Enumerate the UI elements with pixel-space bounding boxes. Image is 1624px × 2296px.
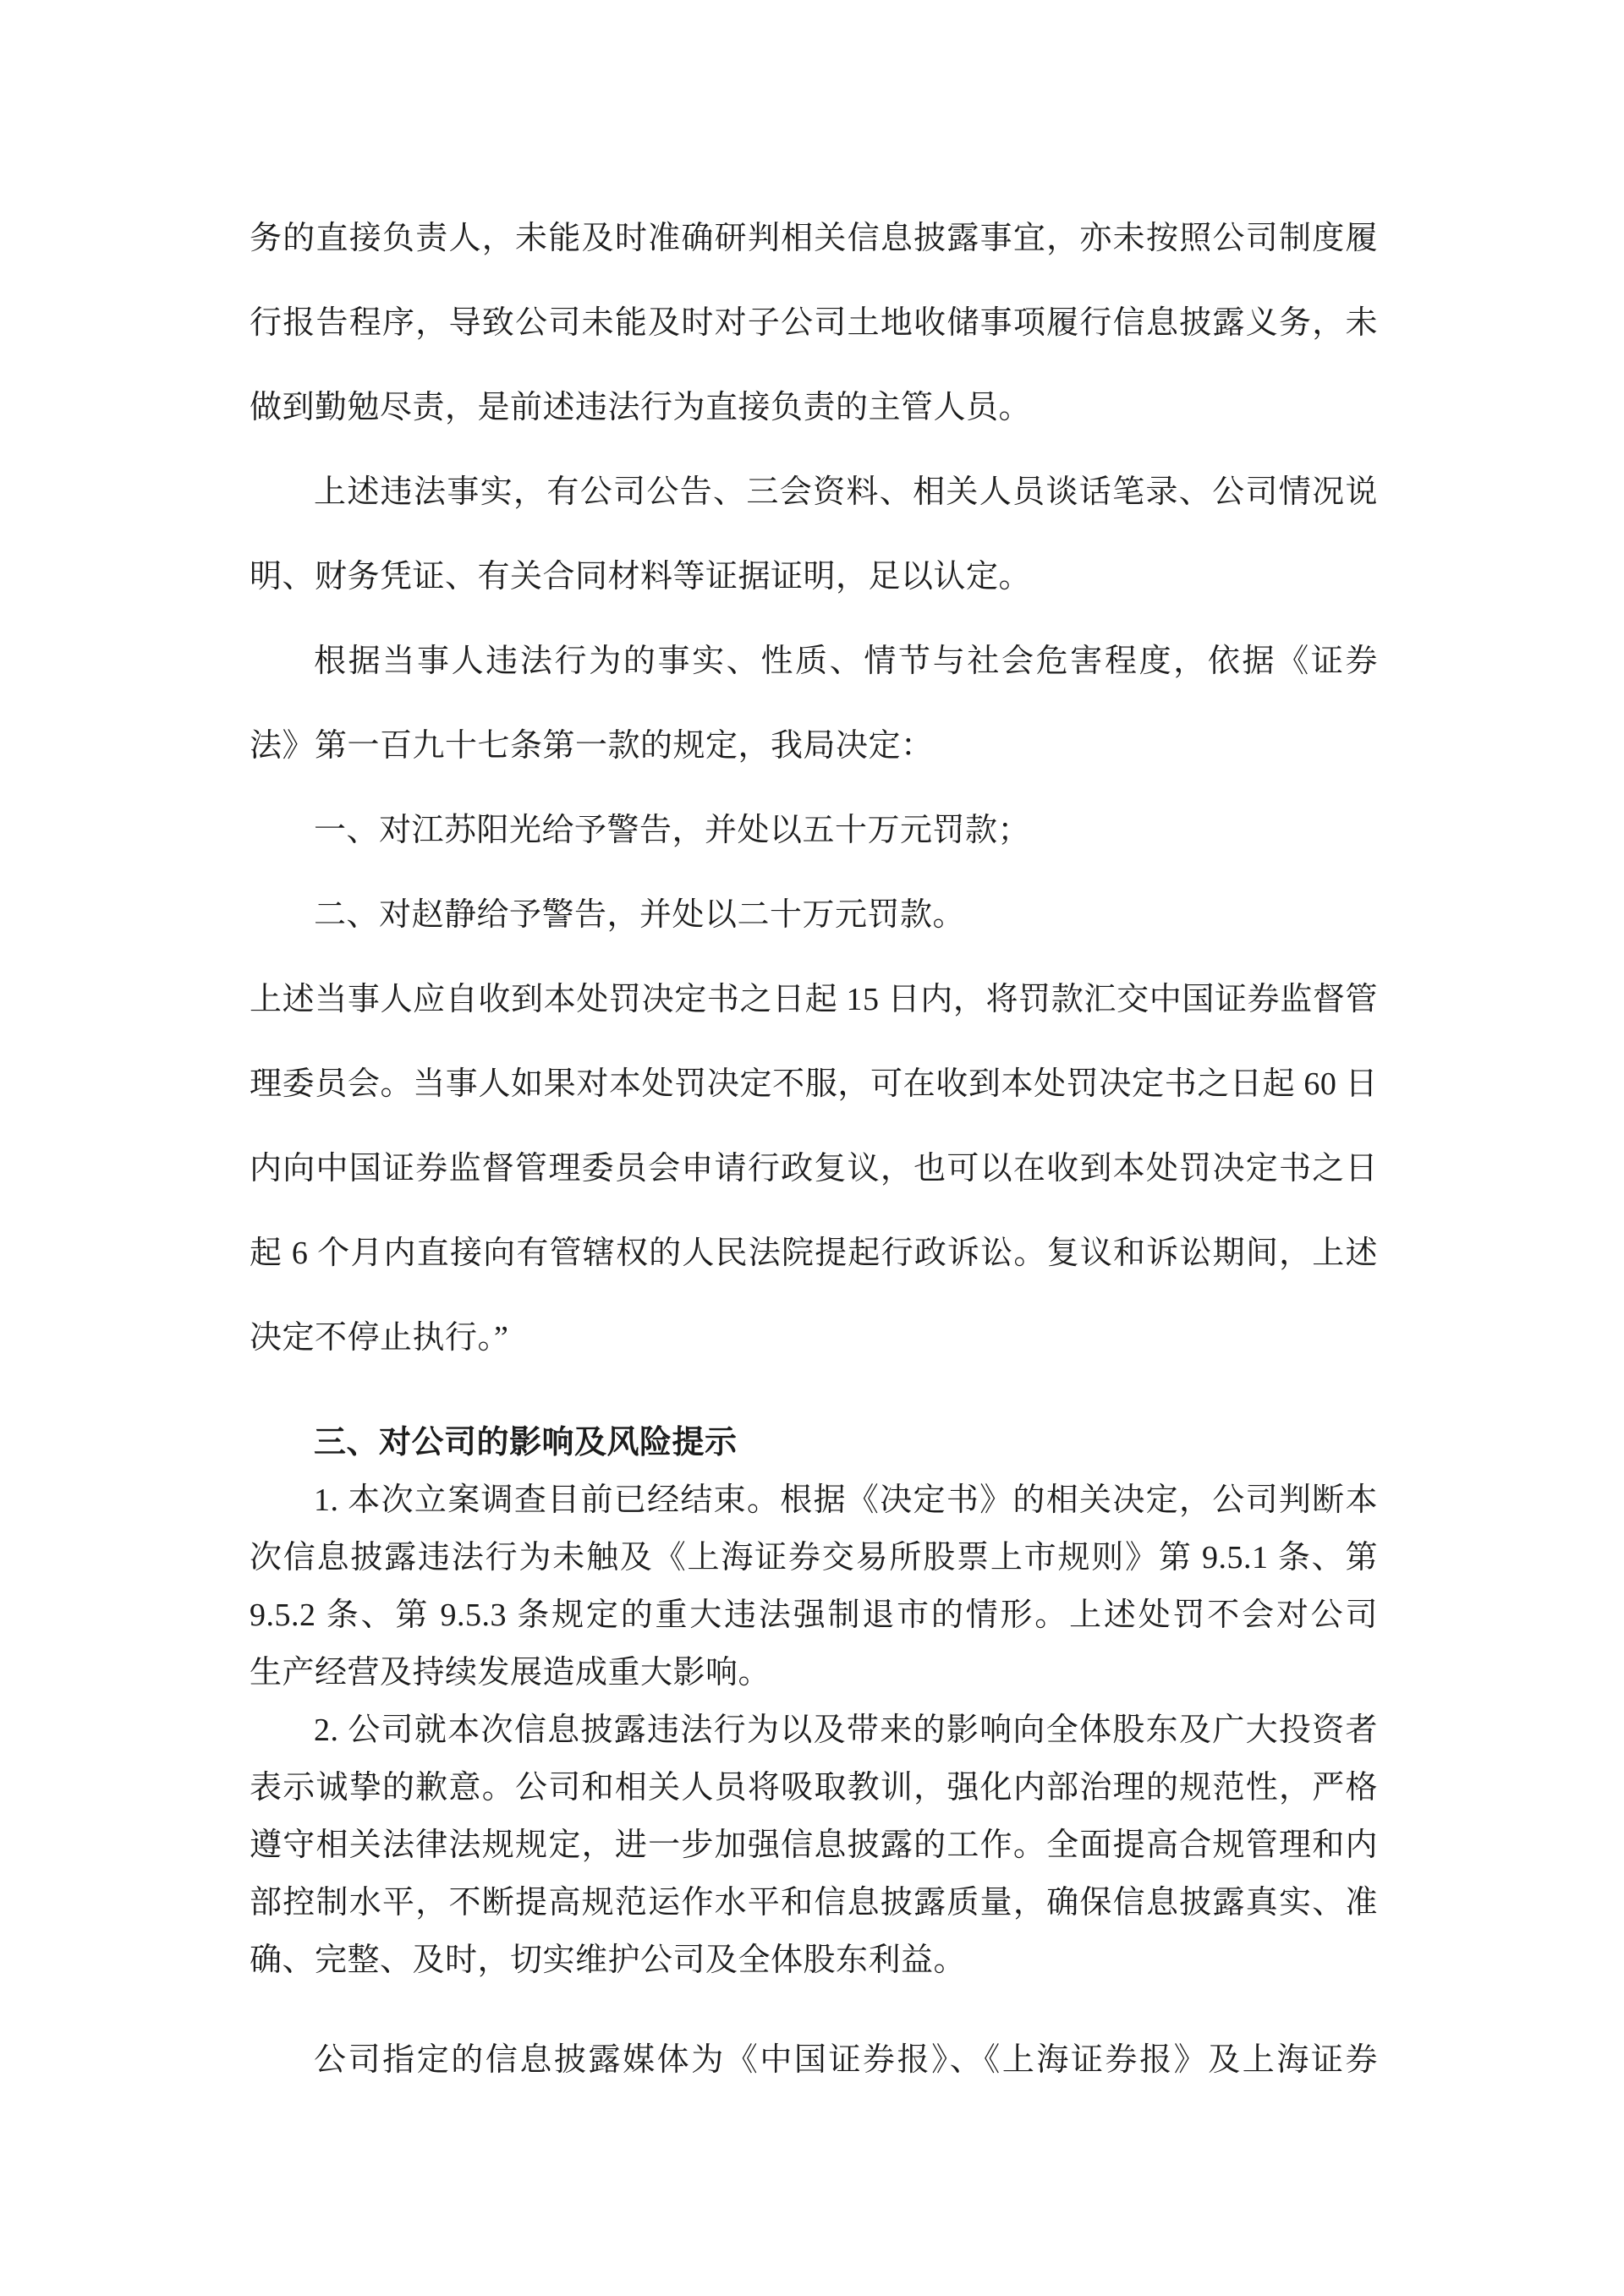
text-line: 法》第一百九十七条第一款的规定，我局决定： [250,728,934,764]
text-line: 二、对赵静给予警告，并处以二十万元罚款。 [314,897,966,933]
text-line: 务的直接负责人，未能及时准确研判相关信息披露事宜，亦未按照公司制度履 [250,221,1378,256]
text-line: 9.5.2 条、第 9.5.3 条规定的重大违法强制退市的情形。上述处罚不会对公司 [250,1597,1378,1633]
section-heading: 三、对公司的影响及风险提示 [314,1425,738,1460]
text-line: 次信息披露违法行为未触及《上海证券交易所股票上市规则》第 9.5.1 条、第 [250,1540,1378,1575]
text-line: 上述当事人应自收到本处罚决定书之日起 15 日内，将罚款汇交中国证券监督管 [250,982,1378,1017]
text-line: 做到勤勉尽责，是前述违法行为直接负责的主管人员。 [250,390,1032,425]
text-line: 决定不停止执行。” [250,1320,509,1356]
text-line: 行报告程序，导致公司未能及时对子公司土地收储事项履行信息披露义务，未 [250,305,1378,341]
text-line: 部控制水平，不断提高规范运作水平和信息披露质量，确保信息披露真实、准 [250,1885,1378,1921]
text-line: 起 6 个月内直接向有管辖权的人民法院提起行政诉讼。复议和诉讼期间，上述 [250,1236,1378,1271]
text-line: 表示诚挚的歉意。公司和相关人员将吸取教训，强化内部治理的规范性，严格 [250,1770,1378,1806]
document-content [250,196,1378,2102]
text-line: 明、财务凭证、有关合同材料等证据证明，足以认定。 [250,559,1032,595]
text-line: 理委员会。当事人如果对本处罚决定不服，可在收到本处罚决定书之日起 60 日 [250,1066,1378,1102]
text-line: 确、完整、及时，切实维护公司及全体股东利益。 [250,1943,967,1978]
text-line: 一、对江苏阳光给予警告，并处以五十万元罚款； [314,813,1031,848]
disclosure-media-paragraph [250,2018,1378,2102]
section-3-impact-and-risk [250,1414,1378,1989]
text-line: 1. 本次立案调查目前已经结束。根据《决定书》的相关决定，公司判断本 [314,1482,1378,1518]
text-line: 生产经营及持续发展造成重大影响。 [250,1655,771,1690]
text-line: 内向中国证券监督管理委员会申请行政复议，也可以在收到本处罚决定书之日 [250,1151,1378,1186]
text-line: 2. 公司就本次信息披露违法行为以及带来的影响向全体股东及广大投资者 [314,1712,1378,1748]
text-line: 上述违法事实，有公司公告、三会资料、相关人员谈话笔录、公司情况说 [314,474,1378,510]
text-line: 根据当事人违法行为的事实、性质、情节与社会危害程度，依据《证券 [314,644,1378,679]
text-line: 公司指定的信息披露媒体为《中国证券报》、《上海证券报》及上海证券 [314,2042,1378,2078]
penalty-decision-quote [250,196,1378,1380]
text-line: 遵守相关法律法规规定，进一步加强信息披露的工作。全面提高合规管理和内 [250,1827,1378,1863]
